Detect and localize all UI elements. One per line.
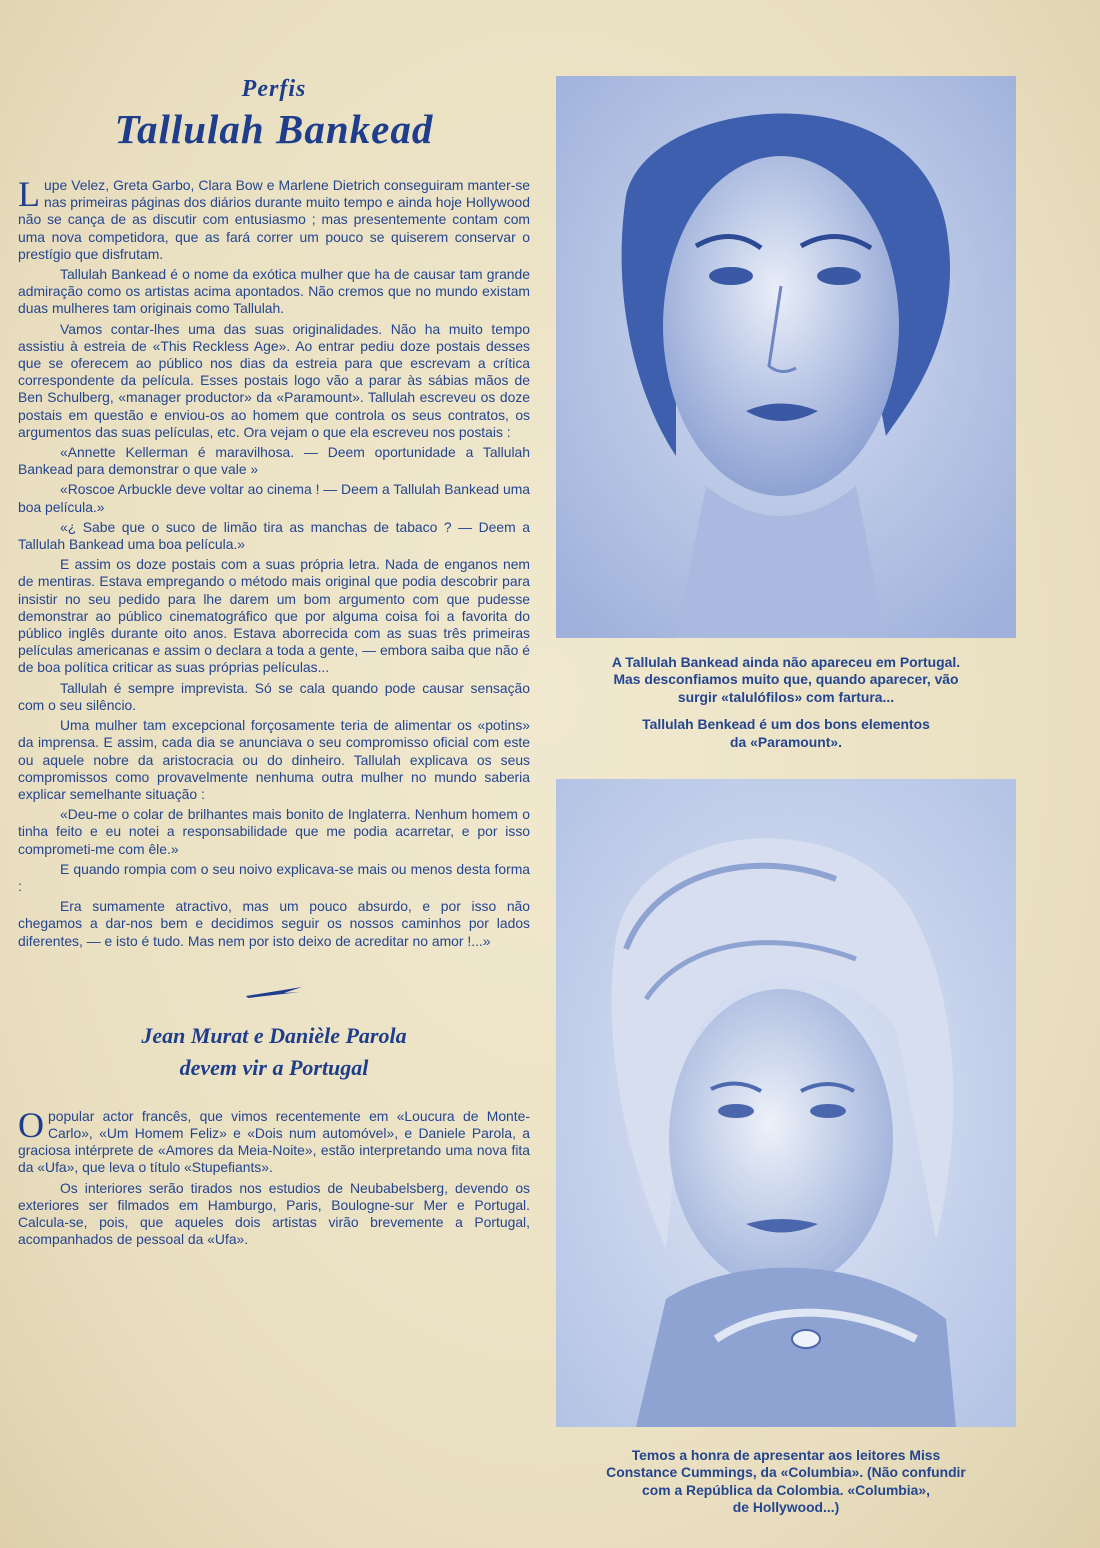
photo1-caption-line: A Tallulah Bankead ainda não apareceu em Portugal. bbox=[611, 654, 961, 670]
article2-title-line2: devem vir a Portugal bbox=[179, 1054, 369, 1080]
article2-title-line1: Jean Murat e Danièle Parola bbox=[141, 1022, 407, 1048]
paragraph: Os interiores serão tirados nos estudios de Neubabelsberg, devendo os exteriores ser filmados em Hamburgo, Paris, Boulogne-sur Mer e Portugal. Calcula-se, pois, que aqueles dois artistas virão brevemente a Portugal, acompanhados de pessoal da «Ufa». bbox=[18, 1179, 530, 1248]
ornament-divider bbox=[18, 984, 530, 1002]
portrait-illustration bbox=[556, 779, 1016, 1427]
paragraph: Uma mulher tam excepcional forçosamente teria de alimentar os «potins» da imprensa. E assim, cada dia se anunciava o seu compromisso oficial com este ou aquele nobre da aristocracia ou do dinheiro. Tallulah explicava os seus compromissos como provavelmente nenhuma outra mulher no mundo saberia explicar semelhante situação : bbox=[18, 717, 530, 802]
photo2-caption-line: de Hollywood...) bbox=[732, 1499, 840, 1516]
section-label: Perfis bbox=[241, 76, 307, 102]
paragraph: «Deu-me o colar de brilhantes mais bonito de Inglaterra. Nenhum homem o tinha feito e eu notei a responsabilidade que me podia acarretar, e por isso comprometi-me com êle.» bbox=[18, 806, 530, 857]
paragraph: «Annette Kellerman é maravilhosa. — Deem oportunidade a Tallulah Bankead para demonstrar o que vale » bbox=[18, 444, 530, 478]
portrait-photo-tallulah bbox=[556, 76, 1016, 638]
paragraph: E assim os doze postais com a suas própria letra. Nada de enganos nem de mentiras. Estava empregando o método mais original que podia descobrir para insistir no seu pedido para lhe darem um bom argumento com que pudesse demonstrar ao público cinematográfico que por alguma coisa foi a favorita do público inglês durante oito anos. Estava aborrecida com as suas três primeiras películas americanas e assim o declara a toda a gente, — embora saiba que não é de boa política criticar as suas próprias películas... bbox=[18, 556, 530, 676]
article-body bbox=[18, 174, 530, 950]
right-column bbox=[556, 76, 1016, 1517]
paragraph: Vamos contar-lhes uma das suas originalidades. Não ha muito tempo assistiu à estreia de «This Reckless Age». Ao entrar pediu doze postais desses que se oferecem ao público nos dias da estreia para que escrevam a crítica correspondente da película. Esses postais logo vão a parar às sábias mãos de Ben Schulberg, «manager productor» da «Paramount». Tallulah escreveu os doze postais em questão e enviou-os ao homem que controla os seus contratos, os argumentos das suas películas, etc. Ora vejam o que ela escreveu nos postais : bbox=[18, 320, 530, 440]
paragraph: «¿ Sabe que o suco de limão tira as manchas de tabaco ? — Deem a Tallulah Bankead uma boa película.» bbox=[18, 518, 530, 553]
paragraph: Lupe Velez, Greta Garbo, Clara Bow e Marlene Dietrich conseguiram manter-se nas primeiras páginas dos diários durante muito tempo e ainda hoje Hollywood não se cança de as discutir com entusiasmo ; mas presentemente contam com uma nova competidora, que as fará correr um pouco se quiserem conservar o prestígio que disfrutam. bbox=[18, 174, 530, 262]
paragraph: Tallulah é sempre imprevista. Só se cala quando pode causar sensação com o seu silêncio. bbox=[18, 679, 530, 713]
portrait-photo-constance bbox=[556, 779, 1016, 1427]
photo1-caption-line: Mas desconfiamos muito que, quando aparecer, vão bbox=[613, 671, 959, 688]
paragraph: E quando rompia com o seu noivo explicava-se mais ou menos desta forma : bbox=[18, 860, 530, 894]
paragraph: «Roscoe Arbuckle deve voltar ao cinema ! — Deem a Tallulah Bankead uma boa película.» bbox=[18, 481, 530, 515]
drop-cap: O bbox=[18, 1104, 44, 1145]
photo2-caption-line: Constance Cummings, da «Columbia». (Não confundir bbox=[606, 1464, 966, 1481]
photo1-caption2-line: Tallulah Benkead é um dos bons elementos bbox=[642, 716, 930, 733]
photo1-caption2-line: da «Paramount». bbox=[730, 733, 842, 750]
paragraph: Opopular actor francês, que vimos recentemente em «Loucura de Monte-Carlo», «Um Homem Feliz» e «Dois num automóvel», e Daniele Parola, a graciosa intérprete de «Amores da Meia-Noite», estão interpretando uma nova fita da «Ufa», que leva o título «Stupefiants». bbox=[18, 1104, 530, 1176]
left-column bbox=[18, 60, 530, 1248]
photo2-caption-line: Temos a honra de apresentar aos leitores Miss bbox=[631, 1447, 941, 1464]
paragraph: Era sumamente atractivo, mas um pouco absurdo, e por isso não chegamos a dar-nos bem e decidimos seguir os nossos caminhos por lados diferentes, — e isto é tudo. Mas nem por isto deixo de acreditar no amor !...» bbox=[18, 898, 530, 949]
article2-body bbox=[18, 1104, 530, 1249]
drop-cap: L bbox=[18, 174, 40, 214]
article2-title bbox=[18, 1020, 530, 1084]
portrait-illustration bbox=[556, 76, 1016, 638]
photo2-caption-line: com a República da Colombia. «Columbia», bbox=[642, 1481, 930, 1498]
article-title: Tallulah Bankead bbox=[114, 106, 434, 152]
paragraph: Tallulah Bankead é o nome da exótica mulher que ha de causar tam grande admiração como os artistas acima apontados. Não cremos que no mundo existam duas mulheres tam originais como Tallulah. bbox=[18, 266, 530, 317]
photo1-caption-line: surgir «talulófilos» com fartura... bbox=[677, 688, 895, 705]
